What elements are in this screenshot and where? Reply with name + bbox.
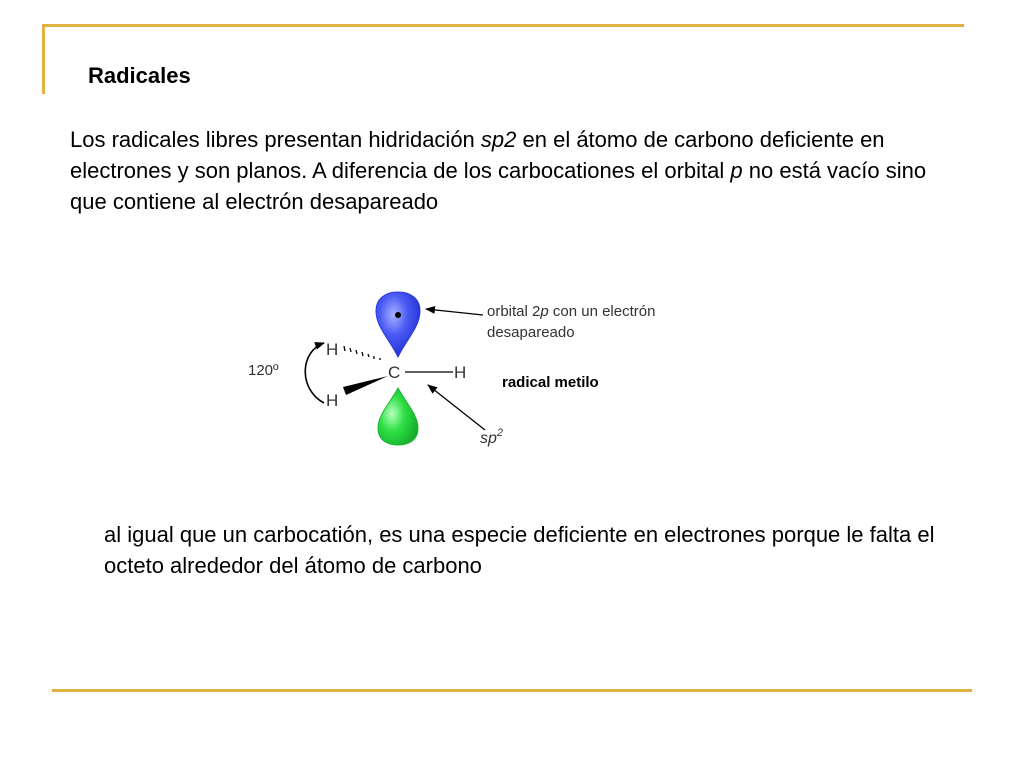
intro-term-sp2: sp2 <box>480 127 517 152</box>
angle-arc-arrow <box>305 343 324 403</box>
hybrid-label: $sp^2$ <box>480 427 504 447</box>
frame-left-border <box>42 24 45 94</box>
slide-title: Radicales <box>88 63 191 88</box>
hashed-bond-upper <box>344 346 380 360</box>
p-orbital-upper-lobe <box>376 292 420 357</box>
unpaired-electron-dot <box>395 312 401 318</box>
orbital-pointer-arrow <box>426 309 483 315</box>
orbital-label-line2: desapareado <box>487 324 575 341</box>
intro-paragraph <box>70 124 950 217</box>
atom-h-upper: H <box>326 340 339 359</box>
orbital-label-line1: orbital 2p con un electrón <box>487 303 656 320</box>
intro-text-1: Los radicales libres presentan hidridación <box>70 127 481 152</box>
intro-text-2: en el átomo de carbono deficiente en electrones y son planos. A diferencia de los carbocationes el orbital <box>70 127 885 183</box>
frame-top-border <box>42 24 964 27</box>
species-label: radical metilo <box>502 374 599 391</box>
atom-carbon: C <box>388 363 401 382</box>
atom-h-lower: H <box>326 391 339 410</box>
p-orbital-lower-lobe <box>378 388 418 445</box>
note-paragraph: al igual que un carbocatión, es una especie deficiente en electrones porque le falta el octeto alrededor del átomo de carbono <box>104 522 935 578</box>
angle-label: 120º <box>248 362 279 379</box>
intro-text-3: no está vacío sino que contiene al electrón desapareado <box>70 158 927 214</box>
intro-term-p: p <box>730 158 743 183</box>
frame-bottom-border <box>52 689 972 692</box>
hybrid-pointer-arrow <box>428 385 485 430</box>
atom-h-right: H <box>454 363 467 382</box>
wedge-bond-lower <box>343 376 388 395</box>
methyl-radical-diagram <box>240 285 710 455</box>
